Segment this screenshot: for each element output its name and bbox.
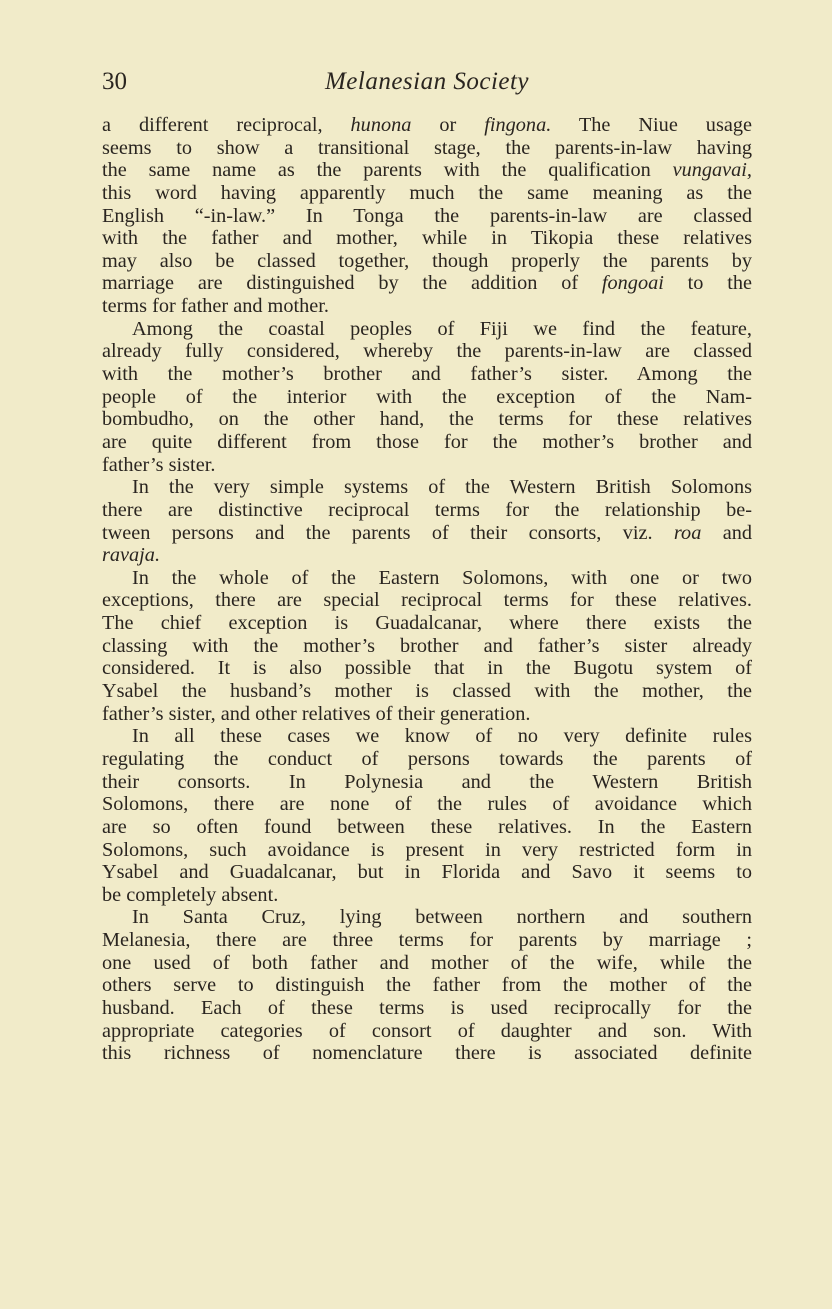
- text-line: [102, 771, 752, 794]
- text-line: [102, 703, 752, 726]
- text-line: [102, 295, 752, 318]
- text-segment: Among the coastal peoples of Fiji we find the feature,: [132, 317, 752, 340]
- text-segment: to the: [663, 272, 752, 295]
- text-segment: others serve to distinguish the father from the mother of the: [102, 974, 752, 997]
- italic-term: hunona: [350, 114, 412, 136]
- italic-term: vungavai,: [672, 159, 752, 182]
- text-line: [102, 816, 752, 839]
- italic-term: ravaja.: [102, 544, 161, 567]
- text-segment: there are distinctive reciprocal terms for the relationship be-: [102, 498, 752, 521]
- text-line: [102, 499, 752, 522]
- text-segment: Solomons, there are none of the rules of avoidance which: [102, 793, 752, 816]
- text-line: [102, 725, 752, 748]
- text-line: [102, 589, 752, 612]
- text-line: [102, 1020, 752, 1043]
- text-segment: seems to show a transitional stage, the parents-in-law having: [102, 136, 752, 159]
- text-segment: tween persons and the parents of their consorts, viz.: [102, 521, 674, 544]
- text-line: [102, 205, 752, 228]
- text-line: [102, 431, 752, 454]
- text-segment: Solomons, such avoidance is present in very restricted form in: [102, 838, 752, 861]
- text-line: [102, 159, 752, 182]
- text-segment: already fully considered, whereby the parents-in-law are classed: [102, 340, 752, 363]
- text-segment: considered. It is also possible that in the Bugotu system of: [102, 657, 752, 680]
- text-line: [102, 929, 752, 952]
- text-line: [102, 363, 752, 386]
- text-segment: appropriate categories of consort of daughter and son. With: [102, 1019, 752, 1042]
- text-line: [102, 952, 752, 975]
- text-segment: are quite different from those for the mother’s brother and: [102, 430, 752, 453]
- text-segment: classing with the mother’s brother and father’s sister already: [102, 634, 752, 657]
- text-segment: The Niue usage: [551, 114, 752, 136]
- text-segment: may also be classed together, though properly the parents by: [102, 249, 752, 272]
- text-segment: one used of both father and mother of the wife, while the: [102, 951, 752, 974]
- text-segment: with the mother’s brother and father’s sister. Among the: [102, 363, 752, 386]
- text-line: [102, 793, 752, 816]
- text-line: [102, 386, 752, 409]
- page-header: [102, 62, 752, 102]
- text-line: [102, 997, 752, 1020]
- text-segment: regulating the conduct of persons towards the parents of: [102, 747, 752, 770]
- text-segment: exceptions, there are special reciprocal terms for these relatives.: [102, 589, 752, 612]
- text-line: [102, 137, 752, 160]
- text-segment: their consorts. In Polynesia and the Western British: [102, 770, 752, 793]
- text-line: [102, 612, 752, 635]
- text-segment: be completely absent.: [102, 883, 279, 906]
- text-line: [102, 1042, 752, 1065]
- text-line: [102, 227, 752, 250]
- text-line: [102, 839, 752, 862]
- text-segment: father’s sister.: [102, 453, 216, 476]
- italic-term: fongoai: [601, 272, 664, 295]
- text-segment: with the father and mother, while in Tikopia these relatives: [102, 227, 752, 250]
- text-segment: In Santa Cruz, lying between northern and southern: [132, 906, 752, 929]
- text-line: [102, 522, 752, 545]
- text-line: [102, 318, 752, 341]
- text-line: [102, 906, 752, 929]
- text-line: [102, 884, 752, 907]
- text-segment: are so often found between these relatives. In the Eastern: [102, 815, 752, 838]
- text-line: [102, 272, 752, 295]
- text-line: [102, 567, 752, 590]
- text-segment: husband. Each of these terms is used reciprocally for the: [102, 996, 752, 1019]
- text-line: [102, 408, 752, 431]
- text-line: [102, 635, 752, 658]
- text-segment: Ysabel and Guadalcanar, but in Florida and Savo it seems to: [102, 861, 752, 884]
- text-line: [102, 544, 752, 567]
- text-segment: The chief exception is Guadalcanar, where there exists the: [102, 612, 752, 635]
- text-segment: people of the interior with the exception of the Nam-: [102, 385, 752, 408]
- text-segment: father’s sister, and other relatives of their generation.: [102, 702, 531, 725]
- text-line: [102, 657, 752, 680]
- text-segment: this word having apparently much the same meaning as the: [102, 181, 752, 204]
- page-number: 30: [102, 68, 127, 95]
- text-line: [102, 114, 752, 137]
- body-text: [102, 114, 752, 1065]
- text-segment: this richness of nomenclature there is associated definite: [102, 1042, 752, 1065]
- italic-term: roa: [673, 521, 702, 544]
- text-segment: English “-in-law.” In Tonga the parents-in-law are classed: [102, 204, 752, 227]
- text-line: [102, 182, 752, 205]
- italic-term: fingona.: [484, 114, 552, 136]
- text-segment: In the whole of the Eastern Solomons, with one or two: [132, 566, 752, 589]
- text-segment: terms for father and mother.: [102, 295, 329, 318]
- running-title: Melanesian Society: [324, 68, 530, 95]
- text-line: [102, 974, 752, 997]
- text-line: [102, 250, 752, 273]
- text-segment: or: [411, 114, 485, 136]
- text-segment: a different reciprocal,: [102, 114, 351, 136]
- text-line: [102, 454, 752, 477]
- text-line: [102, 476, 752, 499]
- text-line: [102, 861, 752, 884]
- text-line: [102, 748, 752, 771]
- text-segment: In the very simple systems of the Western British Solomons: [132, 476, 752, 499]
- text-segment: marriage are distinguished by the addition of: [102, 272, 602, 295]
- text-segment: bombudho, on the other hand, the terms for these relatives: [102, 408, 752, 431]
- text-segment: Ysabel the husband’s mother is classed with the mother, the: [102, 680, 752, 703]
- text-segment: the same name as the parents with the qualification: [102, 159, 673, 182]
- text-segment: In all these cases we know of no very definite rules: [132, 725, 752, 748]
- text-line: [102, 680, 752, 703]
- text-segment: Melanesia, there are three terms for parents by marriage ;: [102, 929, 752, 952]
- text-line: [102, 340, 752, 363]
- text-segment: and: [701, 521, 752, 544]
